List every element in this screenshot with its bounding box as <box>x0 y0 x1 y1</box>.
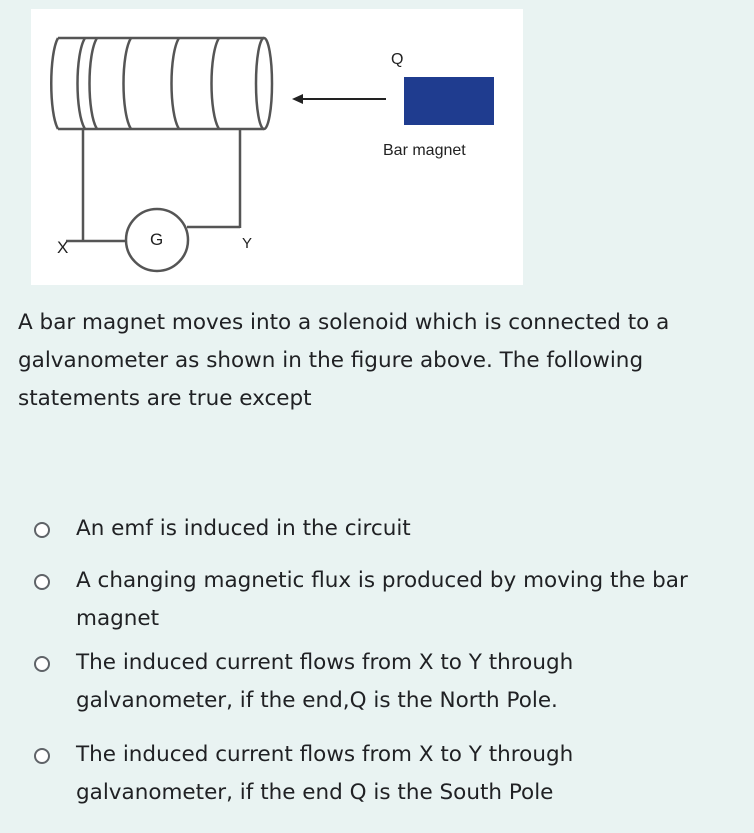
radio-button[interactable] <box>34 522 50 538</box>
label-q: Q <box>391 51 404 68</box>
motion-arrow <box>292 94 386 104</box>
radio-button[interactable] <box>34 748 50 764</box>
option-3-label: The induced current flows from X to Y through galvanometer, if the end,Q is the North Pole. <box>76 650 574 713</box>
option-4-label: The induced current flows from X to Y through galvanometer, if the end Q is the South Pole <box>76 742 574 805</box>
bar-magnet <box>404 77 494 125</box>
question-text: A bar magnet moves into a solenoid which is connected to a galvanometer as shown in the figure above. The following statements are true except <box>18 310 670 411</box>
radio-button[interactable] <box>34 574 50 590</box>
option-1-label: An emf is induced in the circuit <box>76 516 411 541</box>
solenoid <box>51 38 272 129</box>
radio-button[interactable] <box>34 656 50 672</box>
circuit-figure <box>31 9 523 285</box>
label-g: G <box>150 230 164 249</box>
label-x: X <box>57 238 69 257</box>
label-bar-magnet: Bar magnet <box>383 142 466 159</box>
option-2-label: A changing magnetic flux is produced by moving the bar magnet <box>76 568 688 631</box>
label-y: Y <box>242 235 253 252</box>
